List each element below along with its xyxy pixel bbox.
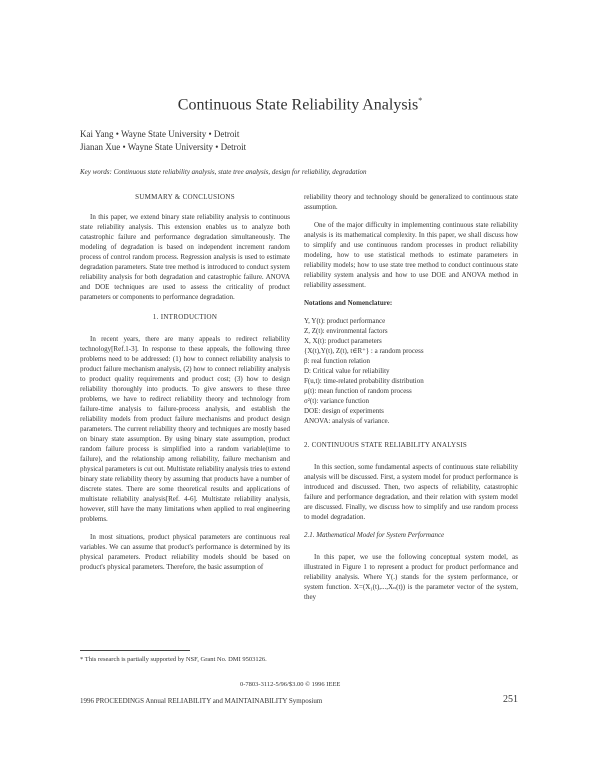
notation-list <box>304 316 518 426</box>
right-column <box>304 192 518 610</box>
notation-item: DOE: design of experiments <box>304 407 384 415</box>
introduction-heading: 1. INTRODUCTION <box>152 313 218 321</box>
author-block <box>80 128 246 154</box>
continuation-paragraph: reliability theory and technology should be generalized to continuous state assumption. <box>304 193 518 211</box>
paper-title <box>0 96 600 114</box>
summary-paragraph: In this paper, we extend binary state reliability analysis to continuous state reliability analysis. This extension enables us to analyze both catastrophic failure and performance degradation simultaneously. The modeling of degradation is based on independent increment random process of control random process. Regression analysis is used to estimate degradation parameters. State tree method is introduced to conduct system reliability analysis for both degradation and catastrophic failure. ANOVA and DOE techniques are used to assess the criticality of product parameters or components to performance degradation. <box>80 213 290 301</box>
author-line: Jianan Xue • Wayne State University • Detroit <box>80 142 247 152</box>
notation-item: D: Critical value for reliability <box>304 367 390 375</box>
introduction-paragraph: In most situations, product physical parameters are continuous real variables. We can assume that product's performance is determined by its physical parameters. Product reliability models should be based on product's physical parameters. Therefore, the basic assumption of <box>80 533 290 571</box>
title-text: Continuous State Reliability Analysis <box>177 96 419 114</box>
section2-paragraph: In this section, some fundamental aspects of continuous state reliability analysis will be discussed. First, a system model for product performance is introduced and discussed. Then, two aspects of reliability, catastrophic failure and performance degradation, and their relation with system model are discussed. Finally, we discuss how to simplify and use random process to model degradation. <box>304 463 518 521</box>
title-footnote-mark: * <box>418 96 423 105</box>
section2-heading: 2. CONTINUOUS STATE RELIABILITY ANALYSIS <box>304 441 468 449</box>
copyright-line: 0-7803-3112-5/96/$3.00 © 1996 IEEE <box>240 681 341 688</box>
notation-item: X, X(t): product parameters <box>304 337 382 345</box>
subsection-paragraph: In this paper, we use the following conceptual system model, as illustrated in Figure 1 to represent a product for product performance and reliability analysis. Where Y(.) stands for the system performance, or system function. X=(X₁(t),...,Xₙ(t)) is the parameter vector of the system, they <box>304 553 518 601</box>
footnote-rule <box>80 650 190 651</box>
notation-item: σ²(t): variance function <box>304 397 369 405</box>
introduction-paragraph: In recent years, there are many appeals to redirect reliability technology[Ref.1-3]. In response to these appeals, the following three problems need to be addressed: (1) how to connect reliability analysis to product failure mechanism analysis, (2) how to connect reliability analysis to product quality requirements and product cost; (3) how to design reliability thoroughly into products. To give answers to these three problems, we have to redirect reliability theory and technology from failure-time analysis to failure-process analysis, and establish the reliability models from product failure mechanisms and product design parameters. The current reliability theory and techniques are mostly based on binary state assumption. By using binary state assumption, product random failure process is simplified into a random variable(time to failure), and the relationship among reliability, failure mechanism and physical parameters is cut out. Multistate reliability analysis tries to extend binary state reliability theory by assuming that products have a number of discrete states. There are some theoretical results and applications of multistate reliability analysis[Ref. 4-6]. Multistate reliability analysis, however, still have the many limitations when applied to real engineering problems. <box>80 335 290 523</box>
left-column <box>80 192 290 580</box>
proceedings-line: 1996 PROCEEDINGS Annual RELIABILITY and MAINTAINABILITY Symposium <box>80 697 323 705</box>
summary-heading: SUMMARY & CONCLUSIONS <box>135 193 235 201</box>
keywords: Key words: Continuous state reliability analysis, state tree analysis, design for reliability, degradation <box>80 168 367 176</box>
author-line: Kai Yang • Wayne State University • Detroit <box>80 129 240 139</box>
page-number: 251 <box>503 694 518 705</box>
notation-item: F(u,t): time-related probability distribution <box>304 377 424 385</box>
notation-item: {X(t),Y(t), Z(t), t∈R⁺} : a random process <box>304 347 424 355</box>
subsection-heading: 2.1. Mathematical Model for System Performance <box>304 531 445 539</box>
footnote: * This research is partially supported by NSF, Grant No. DMI 9503126. <box>80 656 267 663</box>
notation-item: Y, Y(t): product performance <box>304 317 386 325</box>
notation-item: Z, Z(t): environmental factors <box>304 327 388 335</box>
right-paragraph: One of the major difficulty in implementing continuous state reliability analysis is its mathematical complexity. In this paper, we shall discuss how to simplify and use continuous random processes in product reliability modeling, how to use statistical methods to estimate parameters in reliability models; how to use state tree method to conduct continuous state reliability system analysis and how to use DOE and ANOVA method in reliability assessment. <box>304 221 518 289</box>
notation-item: ANOVA: analysis of variance. <box>304 417 390 425</box>
notation-item: μ(t): mean function of random process <box>304 387 412 395</box>
notation-item: β: real function relation <box>304 357 370 365</box>
notation-heading: Notations and Nomenclature: <box>304 299 393 307</box>
